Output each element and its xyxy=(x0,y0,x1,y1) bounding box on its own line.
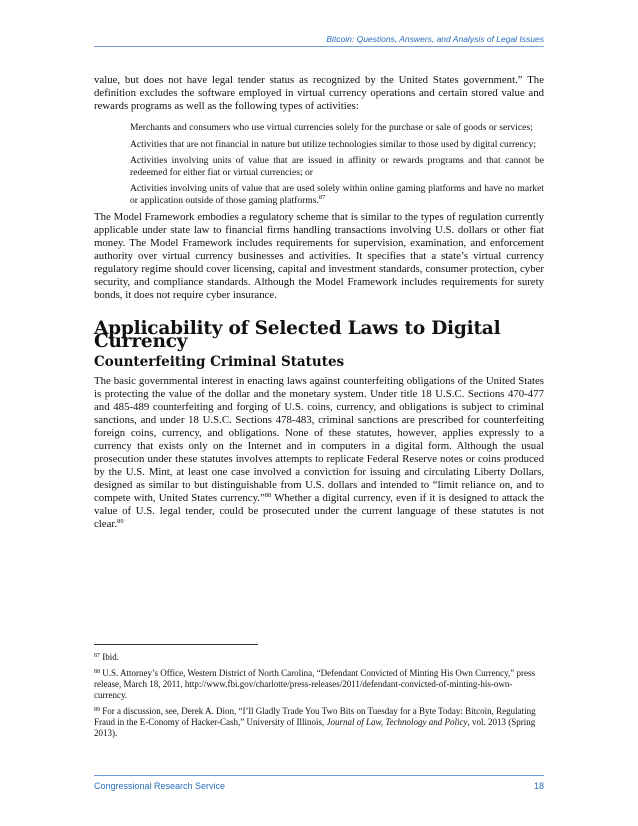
counterfeit-paragraph xyxy=(94,375,544,531)
list-item: Merchants and consumers who use virtual currencies solely for the purchase or sale of goods or services; xyxy=(130,122,533,133)
list-item: Activities involving units of value that are issued in affinity or rewards programs and that cannot be redeemed for either fiat or virtual currencies; or xyxy=(130,155,544,178)
footer-publisher: Congressional Research Service xyxy=(94,781,226,791)
footer-rule xyxy=(94,775,544,776)
list-item: Activities that are not financial in nature but utilize technologies similar to those used by digital currency; xyxy=(130,138,537,150)
footnote-88 xyxy=(94,668,544,701)
footnote-number: 87 xyxy=(94,653,100,659)
footnote-text: U.S. Attorney’s Office, Western District of North Carolina, “Defendant Convicted of Minting His Own Currency,” press release, March 18, 2011, http://www.fbi.gov/charlotte/press-releases/2011/defendant-convicted-of-minting-his-own-currency. xyxy=(94,668,536,700)
footnote-rule xyxy=(94,644,258,645)
page-number: 18 xyxy=(533,781,544,791)
counterfeit-text-b: Whether a digital currency, even if it is designed to attack the value of U.S. legal tender, could be prosecuted under the current language of these statutes is not clear. xyxy=(94,492,544,530)
footnote-number: 89 xyxy=(94,707,100,713)
activity-list xyxy=(130,122,544,206)
footnote-text: Ibid. xyxy=(102,652,119,662)
journal-title: Journal of Law, Technology and Policy xyxy=(326,717,468,727)
footnote-ref-88[interactable]: 88 xyxy=(264,492,272,499)
model-framework-paragraph: The Model Framework embodies a regulatory scheme that is similar to the types of regulation currently applicable under state law to financial firms handling transactions involving U.S. dollars or other fiat money. The Model Framework includes requirements for supervision, examination, and enforcement authority over virtual currency businesses and activities. It specifies that a state’s virtual currency regulatory regime should cover licensing, capital and investment standards, consumer protection, cyber security, and compliance standards. Although the Model Framework includes requirements for surety bonds, it does not require cyber insurance. xyxy=(94,211,544,301)
footnote-89 xyxy=(94,706,544,739)
footnote-number: 88 xyxy=(94,669,100,675)
running-header: Bitcoin: Questions, Answers, and Analysis of Legal Issues xyxy=(326,34,544,44)
footnote-ref-87[interactable]: 87 xyxy=(318,193,326,201)
footnote-ref-89[interactable]: 89 xyxy=(117,518,124,525)
footnote-text-tail: , vol. 2013 (Spring 2013). xyxy=(94,717,536,738)
footnotes xyxy=(94,652,544,744)
counterfeit-text-a: The basic governmental interest in enacting laws against counterfeiting obligations of the United States is protecting the value of the dollar and the monetary system. Under title 18 U.S.C. Sections 470-477 and 485-489 counterfeiting and forging of U.S. coins, currency, and obligations is subject to criminal sanctions, and under 18 U.S.C. Sections 478-483, criminal sanctions are prescribed for counterfeiting foreign coins, currency, and obligations. None of these statutes, however, applies expressly to a currency that exists only on the Internet and in computers in a digital form. Although the usual prosecution under these statutes involves attempts to replicate Federal Reserve notes or coins produced by the U.S. Mint, at least one case involved a conviction for issuing and circulating Liberty Dollars, designed as similar to but distinguishable from U.S. dollars and intended to “limit reliance on, and to compete with, United States currency.” xyxy=(94,375,544,504)
body-text xyxy=(94,74,544,531)
footnote-text: For a discussion, see, Derek A. Dion, “I’ll Gladly Trade You Two Bits on Tuesday for a Byte Today: Bitcoin, Regulating Fraud in the E-Conomy of Hacker-Cash,” University of Illinois, xyxy=(94,706,536,727)
list-item-text: Activities involving units of value that are used solely within online gaming platforms and have no market or application outside of those gaming platforms. xyxy=(130,183,544,206)
header-rule xyxy=(94,46,544,47)
footnote-87 xyxy=(94,652,544,663)
list-item xyxy=(130,183,544,206)
section-heading: Applicability of Selected Laws to Digital Currency xyxy=(94,318,501,352)
subsection-heading: Counterfeiting Criminal Statutes xyxy=(94,354,345,370)
intro-paragraph: value, but does not have legal tender status as recognized by the United States government.” The definition excludes the software employed in virtual currency operations and certain stored value and rewards programs as well as the following types of activities: xyxy=(94,74,544,112)
